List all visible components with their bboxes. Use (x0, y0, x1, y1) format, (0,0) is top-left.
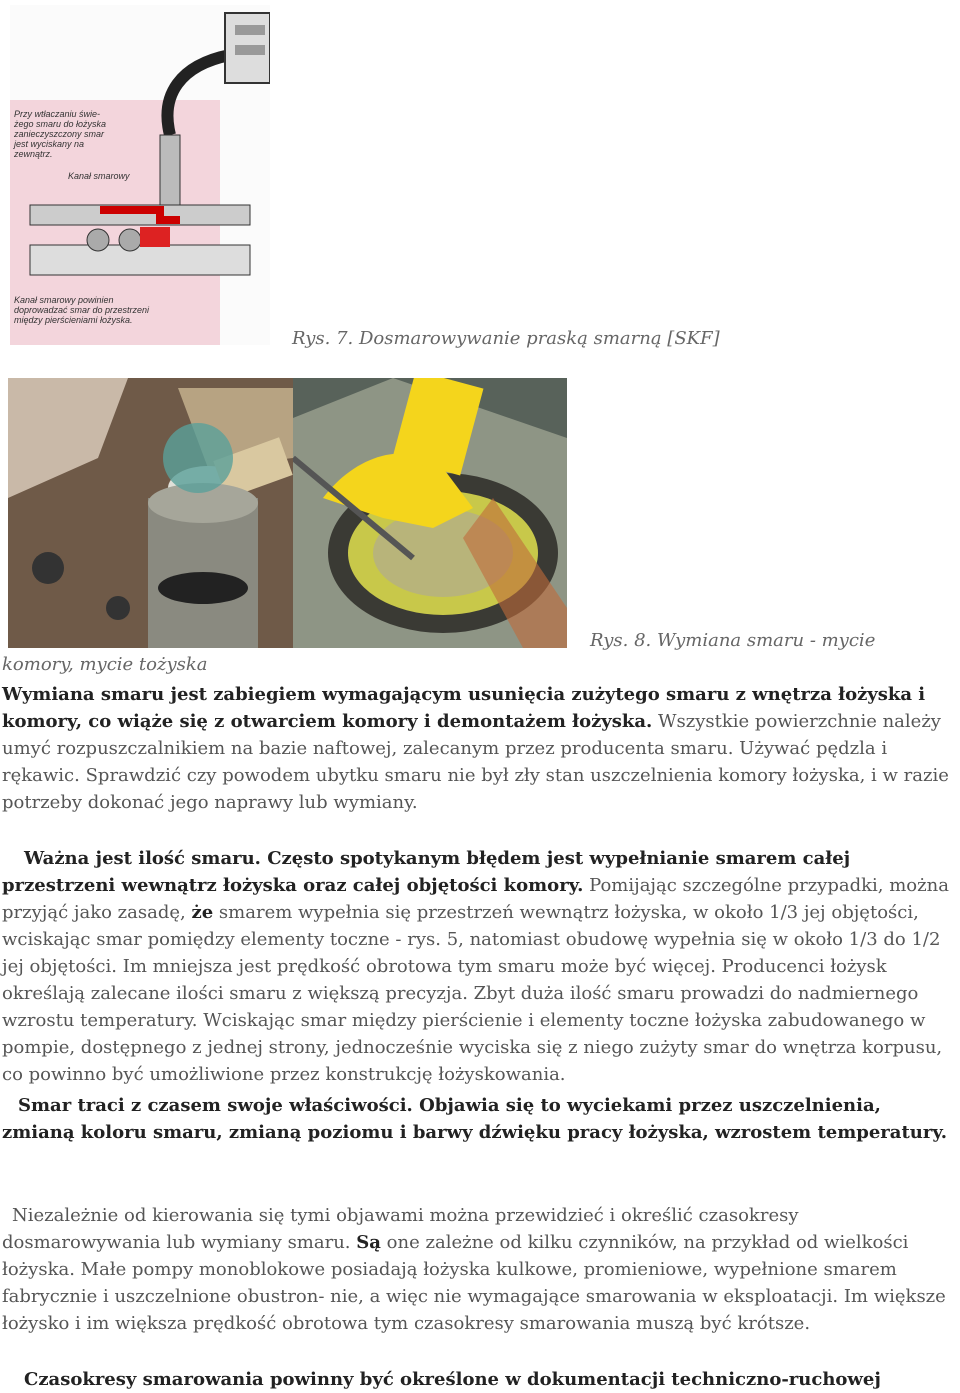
paragraph-2-bold: Ważna jest ilość smaru. Często spotykanym błędem jest wypełnianie smarem całej przestrzeni wewnątrz łożyska oraz całej objętości komory. (2, 848, 851, 896)
paragraph-1-bold: Wymiana smaru jest zabiegiem wymagającym usunięcia zużytego smaru z wnętrza łożyska i komory, co wiąże się z otwarciem komory i demontażem łożyska. (2, 684, 926, 732)
figure-7-caption: Rys. 7. Dosmarowywanie praską smarną [SKF] (292, 328, 720, 349)
paragraph-2-bold-inline: że (191, 902, 214, 923)
paragraph-2-normal-a: Pomijając szczególne przypadki, można przyjąć jako zasadę, (2, 875, 949, 923)
diagram-label-bottom: Kanał smarowy powinien doprowadzać smar do przestrzeni między pierścieniami łożyska. (14, 295, 150, 325)
paragraph-2-normal-b: smarem wypełnia się przestrzeń wewnątrz łożyska, w około 1/3 jej objętości, wciskając smar pomiędzy elementy toczne - rys. 5, natomiast obudowę wypełnia się w około 1/3 do 1/2 jej objętości. Im mniejsza jest prędkość obrotowa tym smaru może być więcej. Producenci łożysk określają zalecane ilości smaru z większą precyzja. Zbyt duża ilość smaru prowadzi do nadmiernego wzrostu temperatury. Wciskając smar między pierścienie i elementy toczne łożyska zabudowanego w pompie, dostępnego z jednej strony, jednocześnie wyciska się z niego zużyty smar do wnętrza korpusu, co powinno być umożliwione przez konstrukcję łożyskowania. (2, 902, 943, 1085)
figure-8-photo-right (293, 378, 567, 648)
diagram-label-top: Przy wtłaczaniu świe-żego smaru do łożyska zanieczyszczony smar jest wyciskany na zewnątrz. (14, 109, 107, 159)
figure-8-caption-line1: Rys. 8. Wymiana smaru - mycie (590, 630, 876, 651)
paragraph-4-bold-inline: Są (356, 1232, 381, 1253)
paragraph-documentation (2, 1366, 958, 1393)
figure-7-diagram (10, 5, 270, 345)
paragraph-grease-replacement (2, 681, 958, 816)
cleaning-photo-right (293, 378, 567, 648)
paragraph-4-normal-a: Niezależnie od kierowania się tymi objawami można przewidzieć i określić czasokresy dosmarowywania lub wymiany smaru. (2, 1205, 799, 1253)
figure-8-caption-line2: komory, mycie tożyska (2, 654, 208, 675)
paragraph-grease-amount (2, 845, 958, 1088)
figure-8-photo-left (8, 378, 293, 648)
diagram-label-channel: Kanał smarowy (68, 171, 130, 181)
paragraph-lubrication-intervals (2, 1202, 958, 1337)
cleaning-photo-left (8, 378, 293, 648)
paragraph-grease-aging (2, 1092, 958, 1146)
paragraph-3-bold: Smar traci z czasem swoje właściwości. Objawia się to wyciekami przez uszczelnienia, zmianą koloru smaru, zmianą poziomu i barwy dźwięku pracy łożyska, wzrostem temperatury. (2, 1095, 947, 1143)
paragraph-5-bold: Czasokresy smarowania powinny być określone w dokumentacji techniczno-ruchowej (24, 1369, 881, 1390)
paragraph-4-normal-b: one zależne od kilku czynników, na przykład od wielkości łożyska. Małe pompy monoblokowe posiadają łożyska kulkowe, promieniowe, wypełnione smarem fabrycznie i uszczelnione obustron- nie, a więc nie wymagające smarowania w eksploatacji. Im większe łożysko i im większa prędkość obrotowa tym czasokresy smarowania muszą być krótsze. (2, 1232, 946, 1334)
paragraph-1-normal: Wszystkie powierzchnie należy umyć rozpuszczalnikiem na bazie naftowej, zalecanym przez producenta smaru. Używać pędzla i rękawic. Sprawdzić czy powodem ubytku smaru nie był zły stan uszczelnienia komory łożyska, i w razie potrzeby dokonać jego naprawy lub wymiany. (2, 711, 949, 813)
